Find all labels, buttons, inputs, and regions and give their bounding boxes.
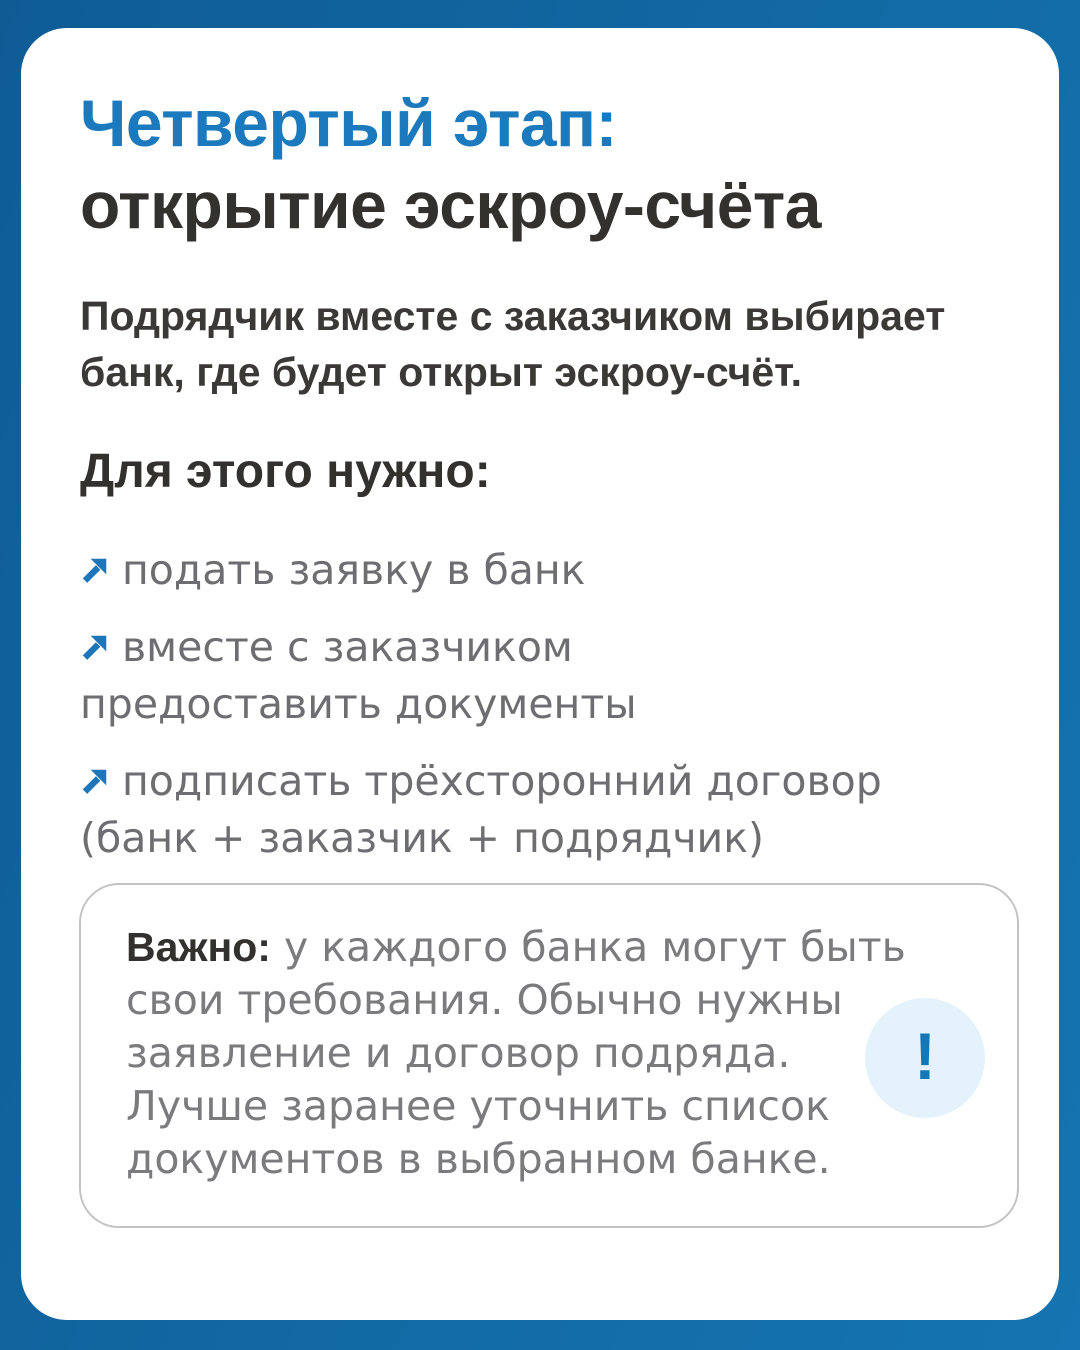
intro-line1: Подрядчик вместе с заказчиком выбирает bbox=[80, 293, 946, 339]
list-item-text: подать заявку в банк bbox=[122, 546, 586, 594]
list-item-text: вместе с заказчиком bbox=[122, 623, 573, 671]
intro-paragraph bbox=[80, 288, 1018, 400]
content-card bbox=[21, 28, 1059, 1320]
arrow-up-right-icon bbox=[80, 632, 110, 662]
exclamation-icon: ! bbox=[914, 1019, 936, 1093]
list-item bbox=[80, 753, 1018, 867]
list-item-line2: (банк + заказчик + подрядчик) bbox=[80, 814, 764, 862]
page-title-line2: открытие эскроу-счёта bbox=[80, 168, 821, 242]
note-line bbox=[126, 921, 916, 974]
note-line: Лучше заранее уточнить список bbox=[126, 1082, 830, 1130]
page-title-line1: Четвертый этап: bbox=[80, 86, 617, 160]
list-item-line2: предоставить документы bbox=[80, 680, 637, 728]
arrow-up-right-icon bbox=[80, 766, 110, 796]
section-heading: Для этого нужно: bbox=[80, 445, 491, 498]
note-line: документов в выбранном банке. bbox=[126, 1135, 831, 1183]
list-item bbox=[80, 542, 1018, 599]
note-line1-rest: у каждого банка могут быть bbox=[270, 923, 906, 971]
important-note-text bbox=[126, 921, 916, 1186]
list-item bbox=[80, 619, 1018, 733]
intro-line2: банк, где будет открыт эскроу-счёт. bbox=[80, 349, 803, 395]
list-item-line bbox=[80, 753, 1018, 810]
list-item-text: подписать трёхсторонний договор bbox=[122, 757, 882, 805]
important-note-box bbox=[79, 883, 1019, 1228]
note-line: свои требования. Обычно нужны bbox=[126, 976, 843, 1024]
note-line: заявление и договор подряда. bbox=[126, 1029, 791, 1077]
list-item-line bbox=[80, 619, 1018, 676]
page-title bbox=[80, 82, 1018, 246]
list-item-line bbox=[80, 542, 1018, 599]
exclamation-badge bbox=[865, 998, 985, 1118]
note-label: Важно: bbox=[126, 924, 271, 970]
arrow-up-right-icon bbox=[80, 555, 110, 585]
bullet-list bbox=[80, 542, 1018, 867]
